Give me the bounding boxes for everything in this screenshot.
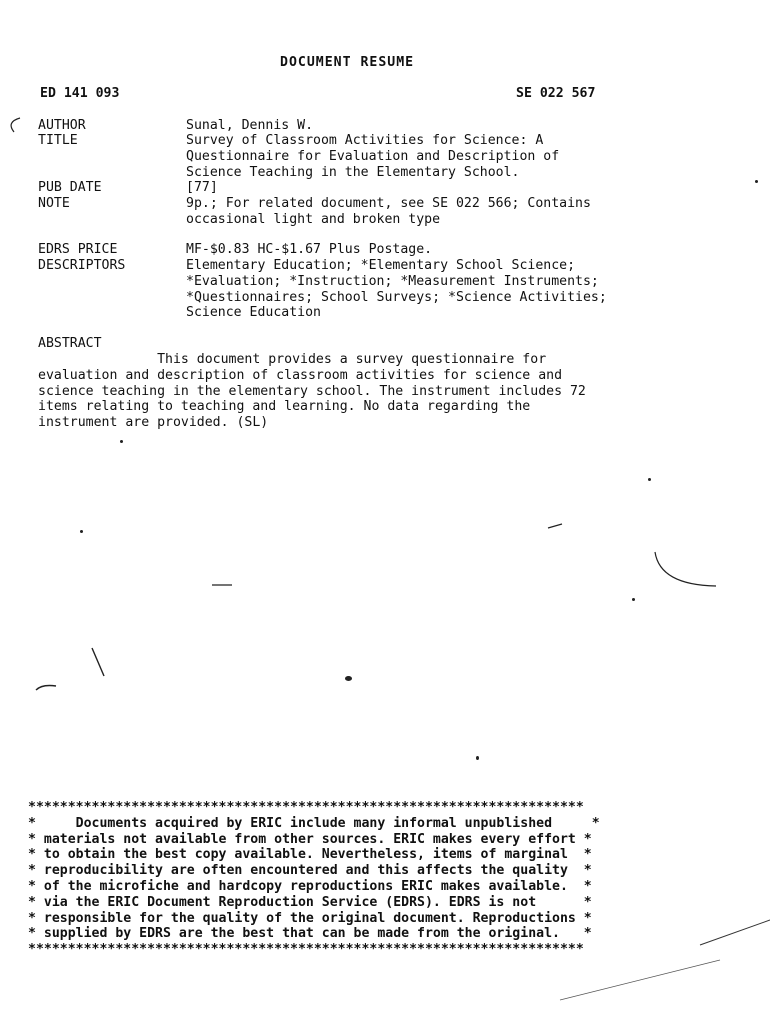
note-label: NOTE: [38, 196, 70, 211]
author-label: AUTHOR: [38, 118, 86, 133]
abstract-label: ABSTRACT: [38, 336, 102, 351]
title-value: Survey of Classroom Activities for Science: A Questionnaire for Evaluation and Description of Science Teaching in the Elementary School.: [186, 133, 560, 180]
edrs-price-value: MF-$0.83 HC-$1.67 Plus Postage.: [186, 242, 433, 257]
title-label: TITLE: [38, 133, 78, 148]
pub-date-value: [77]: [186, 180, 218, 195]
note-value: 9p.; For related document, see SE 022 566; Contains occasional light and broken type: [186, 196, 591, 227]
descriptors-value: Elementary Education; *Elementary School Science; *Evaluation; *Instruction; *Measurement Instruments; *Questionnaires; School Surveys; *Science Activities; Science Education: [186, 258, 607, 321]
ed-number: ED 141 093: [40, 86, 120, 101]
pub-date-label: PUB DATE: [38, 180, 102, 195]
eric-notice-box: ********************************************************************** * Documents acquired by ERIC include many informal unpublished * * materials not available from other sources. ERIC makes every effort * * to obtain the best copy available. Nevertheless, items of marginal * * reproducibility are often encountered and this affects the quality * * of the microfiche and hardcopy reproductions ERIC makes available. * * via the ERIC Document Reproduction Service (EDRS). EDRS is not * * responsible for the quality of the original document. Reproductions * * supplied by EDRS are the best that can be made from the original. * **********************************************************************: [28, 800, 600, 958]
descriptors-label: DESCRIPTORS: [38, 258, 126, 273]
document-title: DOCUMENT RESUME: [280, 55, 415, 70]
se-number: SE 022 567: [516, 86, 596, 101]
author-value: Sunal, Dennis W.: [186, 118, 314, 133]
edrs-price-label: EDRS PRICE: [38, 242, 118, 257]
abstract-text: This document provides a survey questionnaire for evaluation and description of classroom activities for science and science teaching in the elementary school. The instrument includes 72 items relating to teaching and learning. No data regarding the instrument are provided. (SL): [38, 352, 586, 431]
